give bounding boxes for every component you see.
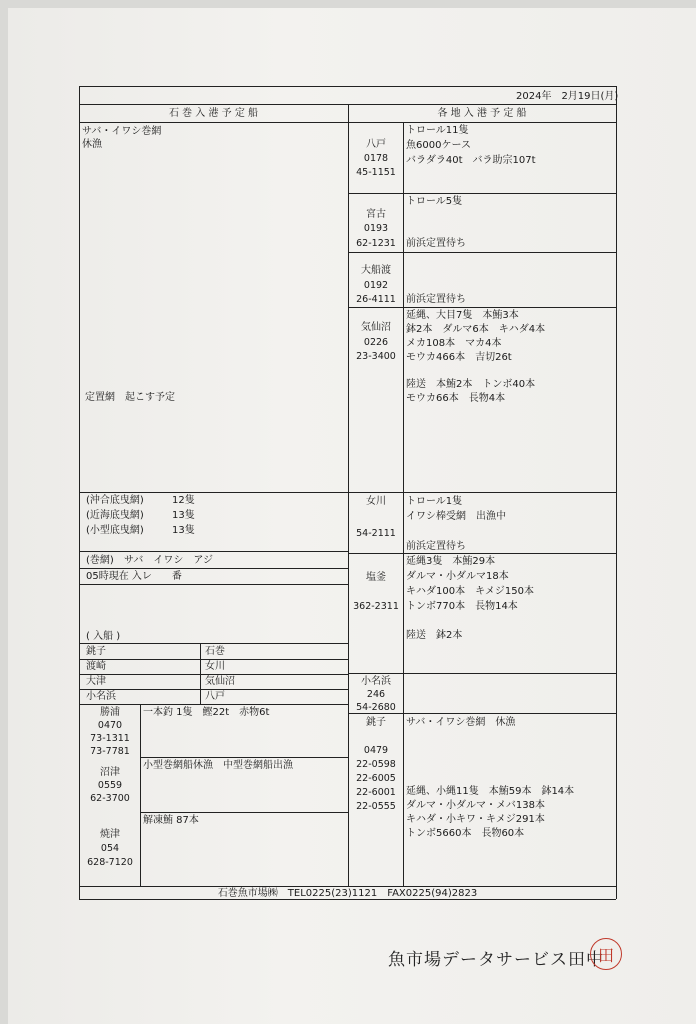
makiami-species: サバ イワシ アジ bbox=[124, 555, 213, 566]
port-a: 大津 bbox=[86, 676, 106, 687]
port-a: 銚子 bbox=[86, 646, 106, 657]
shiogama-tel: 362-2311 bbox=[353, 601, 399, 612]
choshi-name: 銚子 bbox=[366, 717, 386, 728]
kesennuma-code: 0226 bbox=[363, 337, 389, 348]
miyako-tel: 62-1231 bbox=[356, 238, 396, 249]
nyusen-label: ( 入船 ) bbox=[86, 631, 121, 642]
kogata-count: 13隻 bbox=[172, 525, 195, 536]
onahama-name: 小名浜 bbox=[361, 676, 391, 687]
onagawa-l2: イワシ棒受網 出漁中 bbox=[406, 511, 506, 522]
kesennuma-l4: モウカ466本 吉切26t bbox=[406, 352, 512, 363]
shiogama-l5: 陸送 鉢2本 bbox=[406, 630, 463, 641]
choshi-code: 0479 bbox=[363, 745, 389, 756]
onagawa-tel: 54-2111 bbox=[356, 528, 396, 539]
choshi-l5: トンボ5660本 長物60本 bbox=[406, 828, 525, 839]
choshi-l3: ダルマ・小ダルマ・メバ138本 bbox=[406, 800, 545, 811]
hachinohe-code: 0178 bbox=[363, 153, 389, 164]
ofunato-l1: 前浜定置待ち bbox=[406, 294, 466, 305]
kesennuma-l6: モウカ66本 長物4本 bbox=[406, 393, 506, 404]
shiogama-l1: 延縄3隻 本鮪29本 bbox=[406, 556, 496, 567]
miyako-l2: 前浜定置待ち bbox=[406, 238, 466, 249]
port-b: 気仙沼 bbox=[205, 676, 235, 687]
kesennuma-name: 気仙沼 bbox=[361, 322, 391, 333]
katsuura-text: 一本釣 1隻 鰹22t 赤物6t bbox=[143, 707, 270, 718]
ofunato-code: 0192 bbox=[363, 280, 389, 291]
choshi-tel3: 22-6001 bbox=[356, 787, 396, 798]
right-header: 各 地 入 港 予 定 船 bbox=[437, 108, 527, 119]
left-line2: 休漁 bbox=[82, 139, 102, 150]
kesennuma-l1: 延縄、大目7隻 本鮪3本 bbox=[406, 310, 519, 321]
shiogama-l3: キハダ100本 キメジ150本 bbox=[406, 586, 534, 597]
kogata-label: (小型底曳網) bbox=[86, 525, 144, 536]
onagawa-l1: トロール1隻 bbox=[406, 496, 463, 507]
ofunato-name: 大船渡 bbox=[361, 265, 391, 276]
okiai-label: (沖合底曳網) bbox=[86, 495, 144, 506]
katsuura-code: 0470 bbox=[97, 720, 123, 731]
hachinohe-l3: バラダラ40t バラ助宗107t bbox=[406, 155, 536, 166]
miyako-name: 宮古 bbox=[366, 209, 386, 220]
numazu-code: 0559 bbox=[97, 780, 123, 791]
kesennuma-tel: 23-3400 bbox=[356, 351, 396, 362]
onahama-code: 246 bbox=[366, 689, 386, 700]
kinkai-count: 13隻 bbox=[172, 510, 195, 521]
katsuura-tel1: 73-1311 bbox=[90, 733, 130, 744]
miyako-l1: トロール5隻 bbox=[406, 196, 463, 207]
kesennuma-l5: 陸送 本鮪2本 トンボ40本 bbox=[406, 379, 536, 390]
onahama-tel: 54-2680 bbox=[356, 702, 396, 713]
hanko-seal: 田 bbox=[590, 938, 622, 970]
hachinohe-tel: 45-1151 bbox=[356, 167, 396, 178]
makiami-label: (巻網) bbox=[86, 555, 114, 566]
yaizu-code: 054 bbox=[100, 843, 120, 854]
numazu-name: 沼津 bbox=[100, 767, 120, 778]
kesennuma-l3: メカ108本 マカ4本 bbox=[406, 338, 502, 349]
port-b: 八戸 bbox=[205, 691, 225, 702]
makiami-time: 05時現在 入レ 番 bbox=[86, 571, 182, 582]
kinkai-label: (近海底曳網) bbox=[86, 510, 144, 521]
report-date: 2024年 2月19日(月) bbox=[516, 91, 619, 102]
signature: 魚市場データサービス田中 bbox=[388, 950, 604, 970]
hachinohe-l1: トロール11隻 bbox=[406, 125, 469, 136]
left-header: 石 巻 入 港 予 定 船 bbox=[168, 108, 259, 119]
choshi-tel2: 22-6005 bbox=[356, 773, 396, 784]
choshi-l1: サバ・イワシ巻網 休漁 bbox=[406, 717, 516, 728]
footer-contact: 石巻魚市場㈱ TEL0225(23)1121 FAX0225(94)2823 bbox=[217, 888, 478, 899]
shiogama-l4: トンボ770本 長物14本 bbox=[406, 601, 518, 612]
yaizu-name: 焼津 bbox=[100, 829, 120, 840]
port-a: 渡崎 bbox=[86, 661, 106, 672]
choshi-l2: 延縄、小縄11隻 本鮪59本 鉢14本 bbox=[406, 786, 575, 797]
teichi-text: 定置網 起こす予定 bbox=[85, 392, 175, 403]
onagawa-name: 女川 bbox=[366, 496, 386, 507]
choshi-tel1: 22-0598 bbox=[356, 759, 396, 770]
yaizu-text: 解凍鮪 87本 bbox=[143, 815, 199, 826]
miyako-code: 0193 bbox=[363, 223, 389, 234]
port-a: 小名浜 bbox=[86, 691, 116, 702]
hachinohe-name: 八戸 bbox=[366, 139, 386, 150]
choshi-l4: キハダ・小キワ・キメジ291本 bbox=[406, 814, 545, 825]
hachinohe-l2: 魚6000ケース bbox=[406, 140, 471, 151]
choshi-tel4: 22-0555 bbox=[356, 801, 396, 812]
kesennuma-l2: 鉢2本 ダルマ6本 キハダ4本 bbox=[406, 324, 546, 335]
port-b: 女川 bbox=[205, 661, 225, 672]
yaizu-tel: 628-7120 bbox=[87, 857, 133, 868]
port-b: 石巻 bbox=[205, 646, 225, 657]
shiogama-l2: ダルマ・小ダルマ18本 bbox=[406, 571, 509, 582]
shiogama-name: 塩釜 bbox=[366, 572, 386, 583]
numazu-text: 小型巻網船休漁 中型巻網船出漁 bbox=[143, 760, 293, 771]
ofunato-tel: 26-4111 bbox=[356, 294, 396, 305]
onagawa-l3: 前浜定置待ち bbox=[406, 541, 466, 552]
katsuura-name: 勝浦 bbox=[100, 707, 120, 718]
left-line1: サバ・イワシ巻網 bbox=[82, 126, 162, 137]
katsuura-tel2: 73-7781 bbox=[90, 746, 130, 757]
numazu-tel: 62-3700 bbox=[90, 793, 130, 804]
okiai-count: 12隻 bbox=[172, 495, 195, 506]
